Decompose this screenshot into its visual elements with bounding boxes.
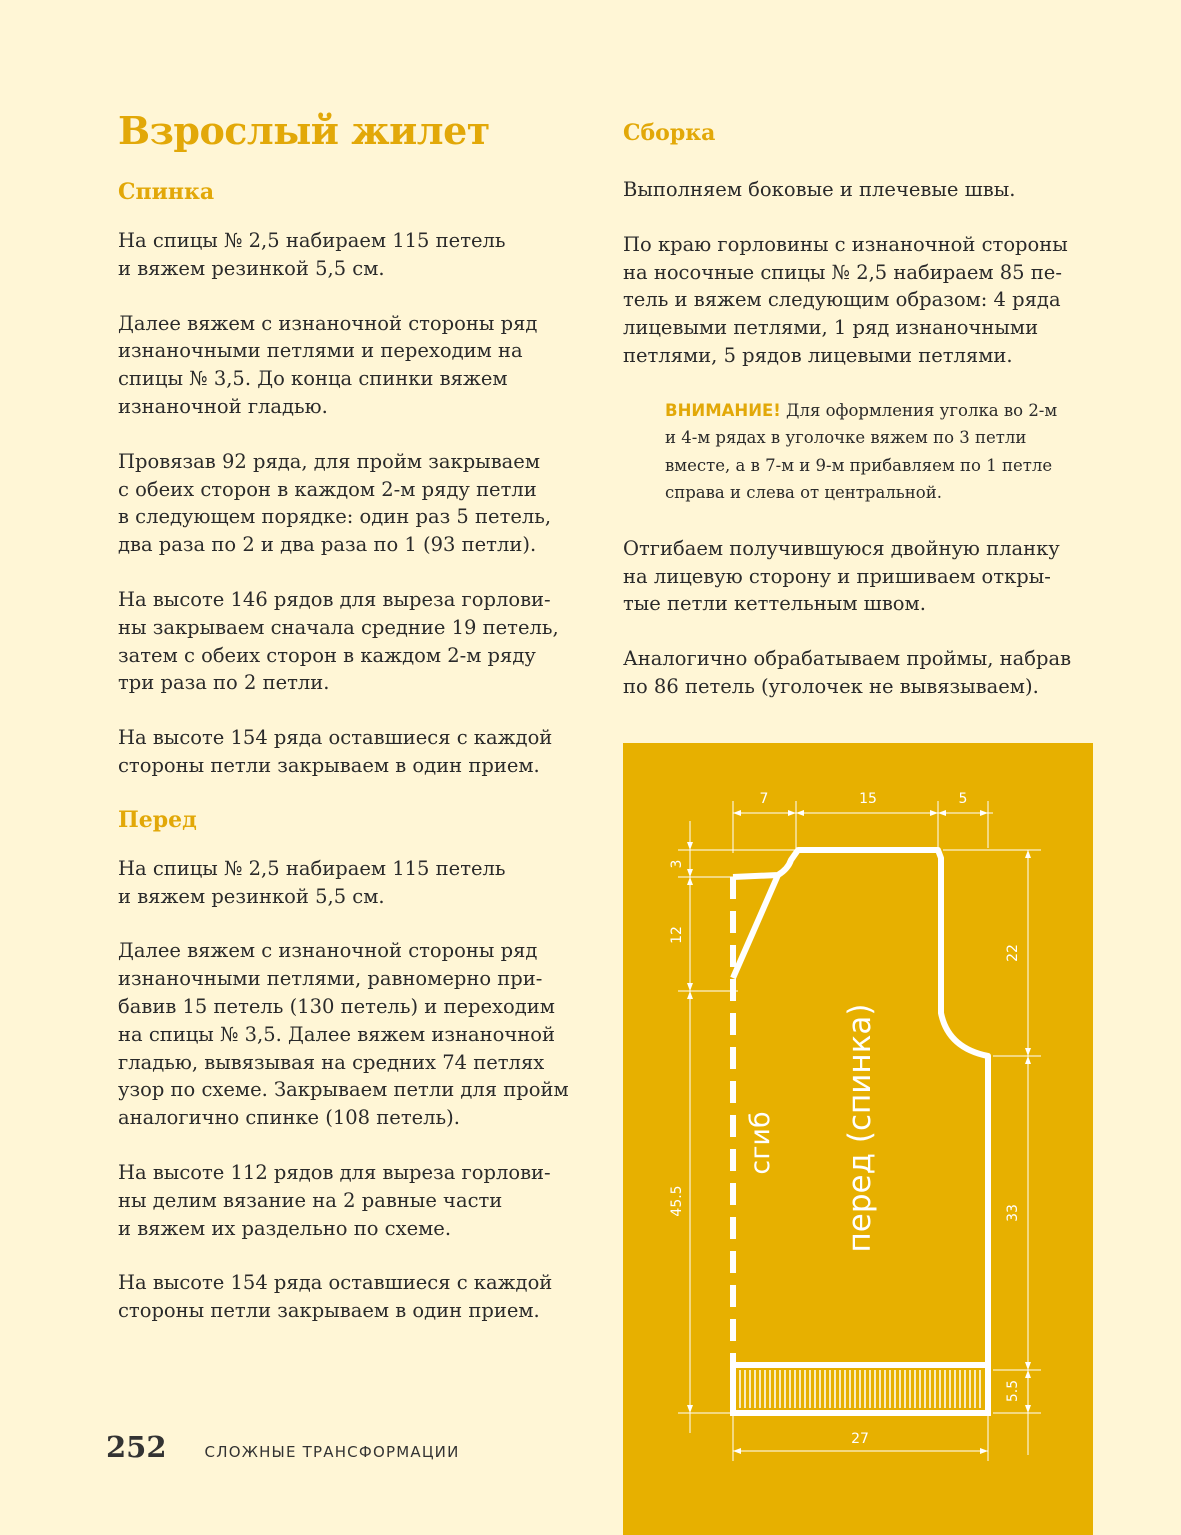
page-number: 252 xyxy=(106,1430,167,1464)
left-column xyxy=(118,108,593,1352)
page-footer xyxy=(106,1430,460,1464)
dim-left-b: 12 xyxy=(669,926,685,944)
attention-note xyxy=(665,397,1098,507)
back-paragraph: На высоте 154 ряда оставшиеся с каждой стороны петли закрываем в один прием. xyxy=(118,726,553,777)
dim-top-right: 5 xyxy=(958,791,968,807)
assembly-paragraph: Отгибаем получившуюся двойную планку на лицевую сторону и пришиваем откры- тые петли кеттельным швом. xyxy=(623,536,1060,616)
assembly-paragraph: Аналогично обрабатываем проймы, набрав по 86 петель (уголочек не вывязываем). xyxy=(623,647,1072,698)
dim-right-a: 22 xyxy=(1005,944,1021,962)
section-name: СЛОЖНЫЕ ТРАНСФОРМАЦИИ xyxy=(204,1443,460,1461)
attention-text: Для оформления уголка во 2-м и 4-м рядах в уголочке вяжем по 3 петли вместе, а в 7-м и 9-м прибавляем по 1 петле справа и слева от центральной. xyxy=(665,400,1058,503)
dim-bottom: 27 xyxy=(851,1431,869,1447)
front-paragraph: На высоте 112 рядов для выреза горлови- ны делим вязание на 2 равные части и вяжем их раздельно по схеме. xyxy=(118,1160,551,1240)
front-paragraph: Далее вяжем с изнаночной стороны ряд изнаночными петлями, равномерно при- бавив 15 петель (130 петель) и переходим на спицы № 3,5. Далее вяжем изнаночной гладью, вывязывая на средних 74 петлях узор по схеме. Закрываем петли для пройм аналогично спинке (108 петель). xyxy=(118,939,569,1130)
front-heading: Перед xyxy=(118,806,197,833)
assembly-paragraph: Выполняем боковые и плечевые швы. xyxy=(623,178,1016,201)
neckline-edge xyxy=(733,875,778,978)
attention-label: ВНИМАНИЕ! xyxy=(665,400,781,420)
piece-label: перед (спинка) xyxy=(842,1003,878,1253)
dim-top-mid: 15 xyxy=(859,791,877,807)
dim-right-b: 33 xyxy=(1005,1204,1021,1222)
fold-label: сгиб xyxy=(745,1111,776,1175)
rib-stripes xyxy=(740,1370,980,1408)
back-heading: Спинка xyxy=(118,179,215,205)
back-paragraph: На спицы № 2,5 набираем 115 петель и вяжем резинкой 5,5 см. xyxy=(118,229,506,280)
right-column xyxy=(623,120,1098,728)
dim-top-left: 7 xyxy=(759,791,769,807)
front-paragraph: На высоте 154 ряда оставшиеся с каждой стороны петли закрываем в один прием. xyxy=(118,1271,553,1323)
back-paragraph: На высоте 146 рядов для выреза горлови- ны закрываем сначала средние 19 петель, затем с обеих сторон в каждом 2-м ряду три раза по 2 петли. xyxy=(118,587,559,695)
dim-left-c: 45.5 xyxy=(669,1185,685,1217)
front-paragraph: На спицы № 2,5 набираем 115 петель и вяжем резинкой 5,5 см. xyxy=(118,856,506,908)
page-title: Взрослый жилет xyxy=(118,108,490,153)
back-paragraph: Далее вяжем с изнаночной стороны ряд изнаночными петлями и переходим на спицы № 3,5. До конца спинки вяжем изнаночной гладью. xyxy=(118,311,538,418)
pattern-diagram xyxy=(623,743,1093,1535)
dim-right-c: 5.5 xyxy=(1005,1379,1021,1403)
pattern-schematic xyxy=(623,743,1093,1535)
assembly-heading: Сборка xyxy=(623,120,716,146)
back-paragraph: Провязав 92 ряда, для пройм закрываем с обеих сторон в каждом 2-м ряду петли в следующем порядке: один раз 5 петель, два раза по 2 и два раза по 1 (93 петли). xyxy=(118,449,552,557)
assembly-paragraph: По краю горловины с изнаночной стороны на носочные спицы № 2,5 набираем 85 пе- тель и вяжем следующим образом: 4 ряда лицевыми петлями, 1 ряд изнаночными петлями, 5 рядов лицевыми петлями. xyxy=(623,232,1068,367)
dim-left-a: 3 xyxy=(669,859,685,869)
